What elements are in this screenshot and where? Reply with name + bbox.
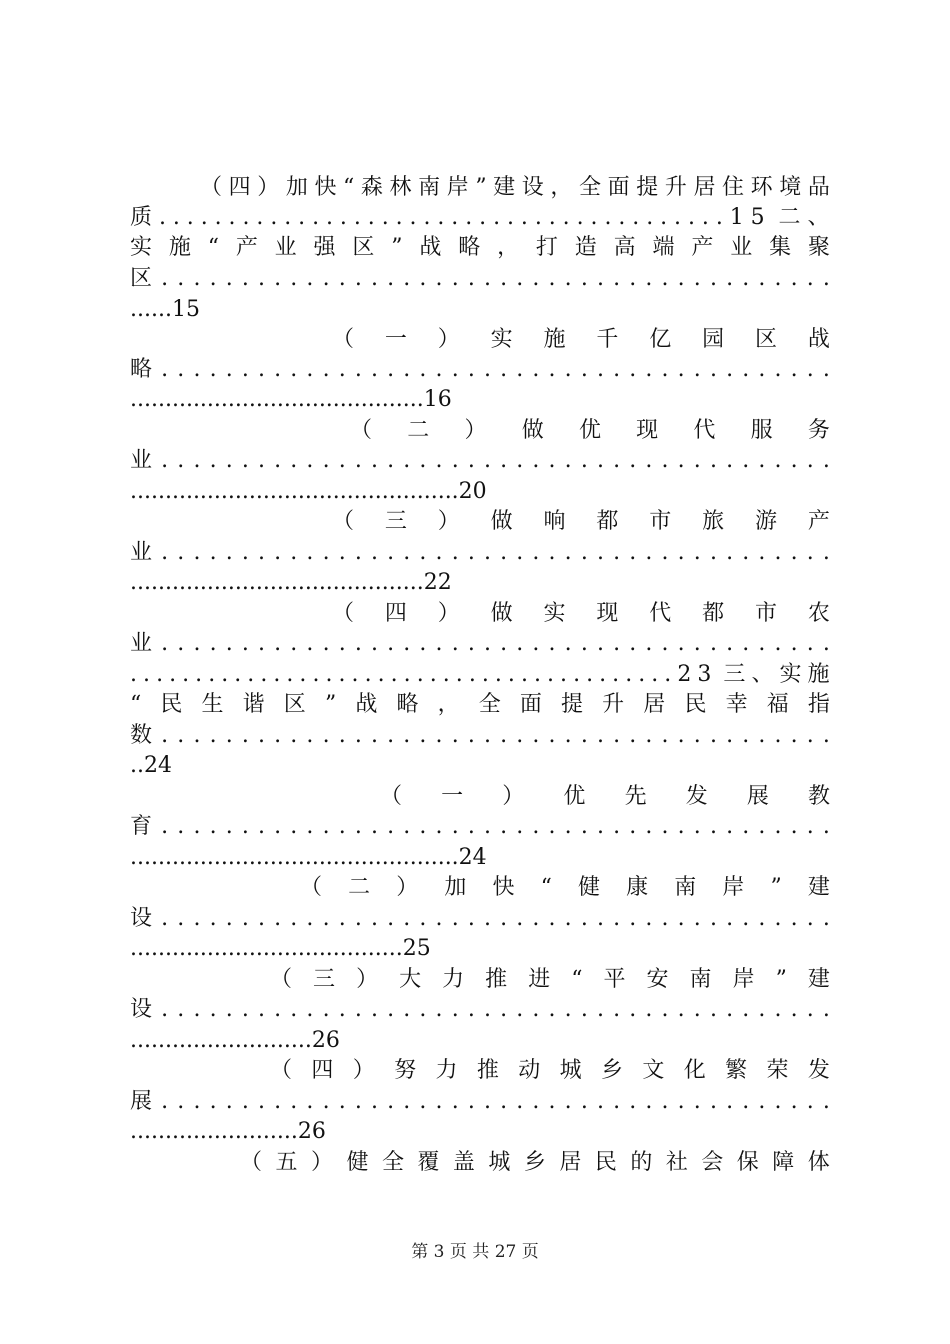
toc-line: （ 四 ） 加 快 “ 森 林 南 岸 ” 建 设 ， 全 面 提 升 居 住 环 境 品	[200, 175, 830, 200]
toc-line: ...............................................24	[130, 845, 487, 870]
toc-line: 实 施 “ 产 业 强 区 ” 战 略 ， 打 造 高 端 产 业 集 聚	[130, 235, 830, 260]
toc-line: “ 民 生 谐 区 ” 战 略 ， 全 面 提 升 居 民 幸 福 指	[130, 692, 830, 717]
toc-line: ......15	[130, 297, 200, 322]
toc-line: ........................26	[130, 1119, 326, 1144]
toc-line: （ 四 ） 努 力 推 动 城 乡 文 化 繁 荣 发	[270, 1058, 830, 1083]
toc-line: （ 一 ） 实 施 千 亿 园 区 战	[332, 327, 830, 352]
toc-line: （ 五 ） 健 全 覆 盖 城 乡 居 民 的 社 会 保 障 体	[240, 1150, 830, 1175]
toc-line: （ 三 ） 大 力 推 进 “ 平 安 南 岸 ” 建	[270, 967, 830, 992]
toc-line: （ 二 ） 加 快 “ 健 康 南 岸 ” 建	[300, 875, 830, 900]
toc-line: （ 三 ） 做 响 都 市 旅 游 产	[332, 509, 830, 534]
toc-line: （ 一 ） 优 先 发 展 教	[380, 784, 830, 809]
toc-line: （ 二 ） 做 优 现 代 服 务	[350, 418, 830, 443]
toc-line: 设 . . . . . . . . . . . . . . . . . . . . . . . . . . . . . . . . . . . . . . . . . .	[130, 906, 830, 931]
toc-line: 业 . . . . . . . . . . . . . . . . . . . . . . . . . . . . . . . . . . . . . . . . . .	[130, 448, 830, 473]
toc-line: 育 . . . . . . . . . . . . . . . . . . . . . . . . . . . . . . . . . . . . . . . . . .	[130, 814, 830, 839]
toc-line: 设 . . . . . . . . . . . . . . . . . . . . . . . . . . . . . . . . . . . . . . . . . .	[130, 997, 830, 1022]
toc-line: 业 . . . . . . . . . . . . . . . . . . . . . . . . . . . . . . . . . . . . . . . . . .	[130, 540, 830, 565]
toc-line: 略 . . . . . . . . . . . . . . . . . . . . . . . . . . . . . . . . . . . . . . . . . .	[130, 357, 830, 382]
toc-line: （ 四 ） 做 实 现 代 都 市 农	[332, 601, 830, 626]
toc-line: ...............................................20	[130, 479, 487, 504]
toc-line: . . . . . . . . . . . . . . . . . . . . . . . . . . . . . . . . . . . . . . . . . . 2 3 三 、 实 施	[130, 662, 830, 687]
toc-line: ..24	[130, 753, 172, 778]
toc-line: 展 . . . . . . . . . . . . . . . . . . . . . . . . . . . . . . . . . . . . . . . . . .	[130, 1089, 830, 1114]
toc-line: ..........................................16	[130, 387, 452, 412]
toc-line: 质 . . . . . . . . . . . . . . . . . . . . . . . . . . . . . . . . . . . . . . . . . 1 5 二 、	[130, 205, 830, 230]
page-footer: 第 3 页 共 27 页	[411, 1242, 539, 1262]
toc-line: .......................................25	[130, 936, 431, 961]
toc-line: ..........................................22	[130, 570, 452, 595]
toc-line: 业 . . . . . . . . . . . . . . . . . . . . . . . . . . . . . . . . . . . . . . . . . .	[130, 631, 830, 656]
toc-line: ..........................26	[130, 1028, 340, 1053]
toc-line: 数 . . . . . . . . . . . . . . . . . . . . . . . . . . . . . . . . . . . . . . . . . .	[130, 723, 830, 748]
toc-line: 区 . . . . . . . . . . . . . . . . . . . . . . . . . . . . . . . . . . . . . . . . . .	[130, 266, 830, 291]
